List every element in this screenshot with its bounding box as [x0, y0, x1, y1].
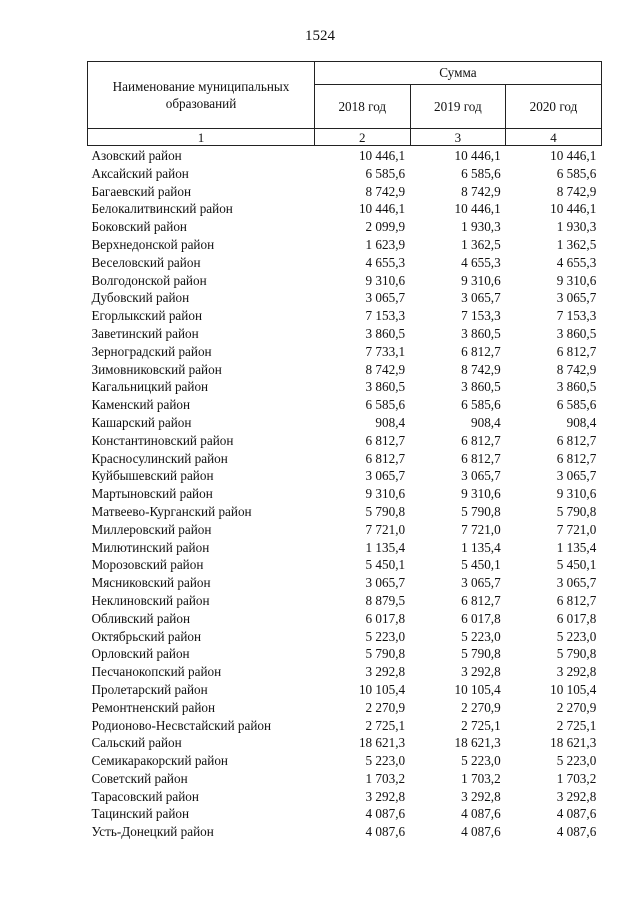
municipality-name: Усть-Донецкий район — [91, 824, 214, 840]
value-2019: 5 790,8 — [461, 646, 501, 662]
value-2018: 6 812,7 — [365, 450, 406, 466]
value-2020: 9 310,6 — [556, 272, 597, 288]
table-row — [88, 183, 602, 201]
table-row — [88, 574, 602, 592]
municipality-name: Зерноградский район — [91, 343, 212, 359]
municipality-name: Азовский район — [91, 148, 182, 163]
value-2019: 7 153,3 — [461, 308, 501, 324]
value-2018: 5 790,8 — [365, 646, 406, 662]
value-2018: 908,4 — [375, 414, 406, 430]
municipality-name: Обливский район — [91, 610, 191, 626]
value-2020: 3 860,5 — [556, 325, 597, 341]
value-2018: 9 310,6 — [365, 486, 406, 502]
value-2019: 10 446,1 — [454, 201, 501, 217]
value-2020: 3 065,7 — [556, 468, 597, 484]
value-2020: 3 860,5 — [556, 379, 597, 395]
municipality-name: Матвеево-Курганский район — [91, 503, 252, 519]
value-2019: 6 812,7 — [461, 450, 501, 466]
header-year-2018: 2018 год — [315, 85, 411, 129]
value-2018: 4 087,6 — [365, 806, 406, 822]
table-row — [88, 236, 602, 254]
municipality-name: Белокалитвинский район — [91, 201, 233, 217]
value-2020: 5 223,0 — [556, 753, 597, 769]
municipality-name: Мартыновский район — [91, 486, 213, 502]
municipality-name: Куйбышевский район — [91, 468, 214, 484]
value-2018: 3 292,8 — [365, 664, 406, 680]
table-row — [88, 556, 602, 574]
value-2019: 10 105,4 — [454, 681, 501, 697]
value-2019: 3 292,8 — [461, 788, 501, 804]
table-row — [88, 823, 602, 841]
value-2018: 3 065,7 — [365, 468, 406, 484]
value-2020: 10 446,1 — [550, 201, 597, 217]
value-2020: 8 742,9 — [556, 183, 597, 199]
table-row — [88, 325, 602, 343]
table-body — [88, 146, 602, 842]
value-2020: 6 812,7 — [556, 432, 597, 448]
value-2019: 908,4 — [471, 414, 501, 430]
value-2019: 1 930,3 — [461, 219, 501, 235]
value-2020: 908,4 — [566, 414, 597, 430]
municipality-name: Орловский район — [91, 646, 190, 662]
value-2019: 4 087,6 — [461, 806, 501, 822]
value-2020: 6 812,7 — [556, 343, 597, 359]
value-2018: 9 310,6 — [365, 272, 406, 288]
value-2019: 3 860,5 — [461, 379, 501, 395]
value-2018: 8 879,5 — [365, 592, 406, 608]
value-2018: 6 017,8 — [365, 610, 406, 626]
municipality-name: Песчанокопский район — [91, 664, 222, 680]
value-2020: 10 446,1 — [550, 148, 597, 163]
value-2019: 3 292,8 — [461, 664, 501, 680]
municipality-name: Пролетарский район — [91, 681, 208, 697]
table-row — [88, 343, 602, 361]
municipality-name: Заветинский район — [91, 325, 199, 341]
value-2018: 5 450,1 — [365, 557, 406, 573]
value-2018: 5 223,0 — [365, 628, 406, 644]
table-row — [88, 699, 602, 717]
value-2018: 10 446,1 — [358, 201, 406, 217]
value-2019: 5 450,1 — [461, 557, 501, 573]
table-row — [88, 503, 602, 521]
value-2019: 8 742,9 — [461, 183, 501, 199]
value-2018: 6 812,7 — [365, 432, 406, 448]
table-row — [88, 539, 602, 557]
value-2020: 3 292,8 — [556, 664, 597, 680]
value-2020: 18 621,3 — [550, 735, 597, 751]
value-2019: 4 655,3 — [461, 254, 501, 270]
table-row — [88, 681, 602, 699]
value-2020: 1 703,2 — [556, 770, 597, 786]
municipality-name: Зимовниковский район — [91, 361, 222, 377]
value-2020: 2 725,1 — [556, 717, 597, 733]
value-2020: 4 655,3 — [556, 254, 597, 270]
value-2018: 6 585,6 — [365, 397, 406, 413]
value-2018: 3 860,5 — [365, 325, 406, 341]
table-row — [88, 414, 602, 432]
value-2019: 1 703,2 — [461, 770, 501, 786]
table-row — [88, 289, 602, 307]
value-2020: 6 017,8 — [556, 610, 597, 626]
table-row — [88, 218, 602, 236]
value-2020: 1 362,5 — [556, 236, 597, 252]
table-row — [88, 788, 602, 806]
value-2020: 9 310,6 — [556, 486, 597, 502]
municipality-name: Аксайский район — [91, 165, 189, 181]
value-2019: 10 446,1 — [454, 148, 501, 163]
municipality-name: Неклиновский район — [91, 592, 210, 608]
table-row — [88, 592, 602, 610]
municipality-name: Морозовский район — [91, 557, 204, 573]
municipality-name: Кашарский район — [91, 414, 192, 430]
table-row — [88, 770, 602, 788]
value-2019: 5 223,0 — [461, 753, 501, 769]
header-sum: Сумма — [315, 62, 602, 85]
value-2020: 8 742,9 — [556, 361, 597, 377]
column-number: 2 — [315, 129, 411, 146]
value-2019: 6 812,7 — [461, 343, 501, 359]
municipality-name: Багаевский район — [91, 183, 192, 199]
value-2018: 8 742,9 — [365, 361, 406, 377]
page-number: 1524 — [305, 28, 335, 44]
value-2020: 6 812,7 — [556, 450, 597, 466]
table-row — [88, 450, 602, 468]
table-row — [88, 361, 602, 379]
value-2019: 2 270,9 — [461, 699, 501, 715]
table-row — [88, 467, 602, 485]
value-2018: 3 860,5 — [365, 379, 406, 395]
column-number: 3 — [410, 129, 506, 146]
value-2020: 4 087,6 — [556, 806, 597, 822]
value-2020: 7 153,3 — [556, 308, 597, 324]
value-2019: 4 087,6 — [461, 824, 501, 840]
municipality-name: Родионово-Несвстайский район — [91, 717, 272, 733]
value-2020: 5 790,8 — [556, 646, 597, 662]
municipality-name: Верхнедонской район — [91, 236, 215, 252]
municipality-name: Боковский район — [91, 219, 187, 235]
header-year-2019: 2019 год — [410, 85, 506, 129]
value-2019: 6 585,6 — [461, 165, 501, 181]
value-2020: 6 585,6 — [556, 165, 597, 181]
value-2019: 6 585,6 — [461, 397, 501, 413]
value-2019: 6 812,7 — [461, 432, 501, 448]
value-2019: 5 223,0 — [461, 628, 501, 644]
value-2018: 2 099,9 — [365, 219, 406, 235]
table-row — [88, 307, 602, 325]
value-2020: 5 790,8 — [556, 503, 597, 519]
value-2019: 7 721,0 — [461, 521, 501, 537]
value-2019: 2 725,1 — [461, 717, 501, 733]
value-2018: 10 446,1 — [358, 148, 406, 163]
table-row — [88, 752, 602, 770]
table-row — [88, 146, 602, 165]
municipality-name: Константиновский район — [91, 432, 234, 448]
value-2019: 5 790,8 — [461, 503, 501, 519]
table-row — [88, 485, 602, 503]
table-row — [88, 734, 602, 752]
value-2019: 3 065,7 — [461, 468, 501, 484]
value-2019: 3 860,5 — [461, 325, 501, 341]
municipality-name: Егорлыкский район — [91, 308, 202, 324]
municipality-name: Тацинский район — [91, 806, 190, 822]
header-year-2020: 2020 год — [506, 85, 602, 129]
value-2018: 5 223,0 — [365, 753, 406, 769]
value-2020: 2 270,9 — [556, 699, 597, 715]
table-row — [88, 432, 602, 450]
allocation-table — [87, 61, 602, 841]
table-row — [88, 610, 602, 628]
table-row — [88, 165, 602, 183]
table-row — [88, 628, 602, 646]
municipality-name: Мясниковский район — [91, 575, 211, 591]
municipality-name: Ремонтненский район — [91, 699, 216, 715]
table-row — [88, 200, 602, 218]
value-2018: 7 733,1 — [365, 343, 406, 359]
municipality-name: Тарасовский район — [91, 788, 199, 804]
municipality-name: Октябрьский район — [91, 628, 202, 644]
value-2018: 7 721,0 — [365, 521, 406, 537]
municipality-name: Сальский район — [91, 735, 182, 751]
value-2020: 4 087,6 — [556, 824, 597, 840]
municipality-name: Красносулинский район — [91, 450, 228, 466]
column-number: 4 — [506, 129, 602, 146]
table-row — [88, 663, 602, 681]
table-row — [88, 805, 602, 823]
table-row — [88, 378, 602, 396]
header-municipality: Наименование муниципальных образований — [88, 62, 315, 129]
value-2018: 4 087,6 — [365, 824, 406, 840]
municipality-name: Дубовский район — [91, 290, 190, 306]
value-2018: 4 655,3 — [365, 254, 406, 270]
value-2018: 2 270,9 — [365, 699, 406, 715]
municipality-name: Советский район — [91, 770, 188, 786]
value-2018: 3 065,7 — [365, 290, 406, 306]
municipality-name: Веселовский район — [91, 254, 201, 270]
value-2019: 3 065,7 — [461, 575, 501, 591]
value-2019: 9 310,6 — [461, 486, 501, 502]
value-2019: 18 621,3 — [454, 735, 501, 751]
table-row — [88, 521, 602, 539]
value-2018: 8 742,9 — [365, 183, 406, 199]
value-2018: 1 135,4 — [365, 539, 406, 555]
value-2019: 1 362,5 — [461, 236, 501, 252]
value-2019: 6 017,8 — [461, 610, 501, 626]
table-row — [88, 254, 602, 272]
municipality-name: Волгодонской район — [91, 272, 207, 288]
value-2018: 7 153,3 — [365, 308, 406, 324]
municipality-name: Милютинский район — [91, 539, 210, 555]
value-2019: 8 742,9 — [461, 361, 501, 377]
value-2020: 6 585,6 — [556, 397, 597, 413]
value-2020: 10 105,4 — [550, 681, 597, 697]
table-row — [88, 396, 602, 414]
value-2018: 5 790,8 — [365, 503, 406, 519]
value-2020: 3 065,7 — [556, 575, 597, 591]
municipality-name: Семикаракорский район — [91, 753, 228, 769]
value-2020: 1 135,4 — [556, 539, 597, 555]
value-2018: 10 105,4 — [358, 681, 406, 697]
value-2020: 3 065,7 — [556, 290, 597, 306]
value-2019: 3 065,7 — [461, 290, 501, 306]
value-2018: 3 292,8 — [365, 788, 406, 804]
value-2018: 6 585,6 — [365, 165, 406, 181]
value-2020: 3 292,8 — [556, 788, 597, 804]
value-2020: 5 223,0 — [556, 628, 597, 644]
municipality-name: Кагальницкий район — [91, 379, 209, 395]
table-row — [88, 272, 602, 290]
column-number: 1 — [88, 129, 315, 146]
value-2018: 18 621,3 — [358, 735, 406, 751]
table-row — [88, 717, 602, 735]
value-2020: 5 450,1 — [556, 557, 597, 573]
value-2019: 1 135,4 — [461, 539, 501, 555]
value-2018: 1 623,9 — [365, 236, 406, 252]
municipality-name: Миллеровский район — [91, 521, 212, 537]
value-2018: 1 703,2 — [365, 770, 406, 786]
table-header — [88, 62, 602, 146]
value-2018: 2 725,1 — [365, 717, 406, 733]
value-2019: 6 812,7 — [461, 592, 501, 608]
value-2020: 1 930,3 — [556, 219, 597, 235]
municipality-name: Каменский район — [91, 397, 191, 413]
value-2020: 7 721,0 — [556, 521, 597, 537]
value-2020: 6 812,7 — [556, 592, 597, 608]
value-2018: 3 065,7 — [365, 575, 406, 591]
value-2019: 9 310,6 — [461, 272, 501, 288]
table-row — [88, 645, 602, 663]
